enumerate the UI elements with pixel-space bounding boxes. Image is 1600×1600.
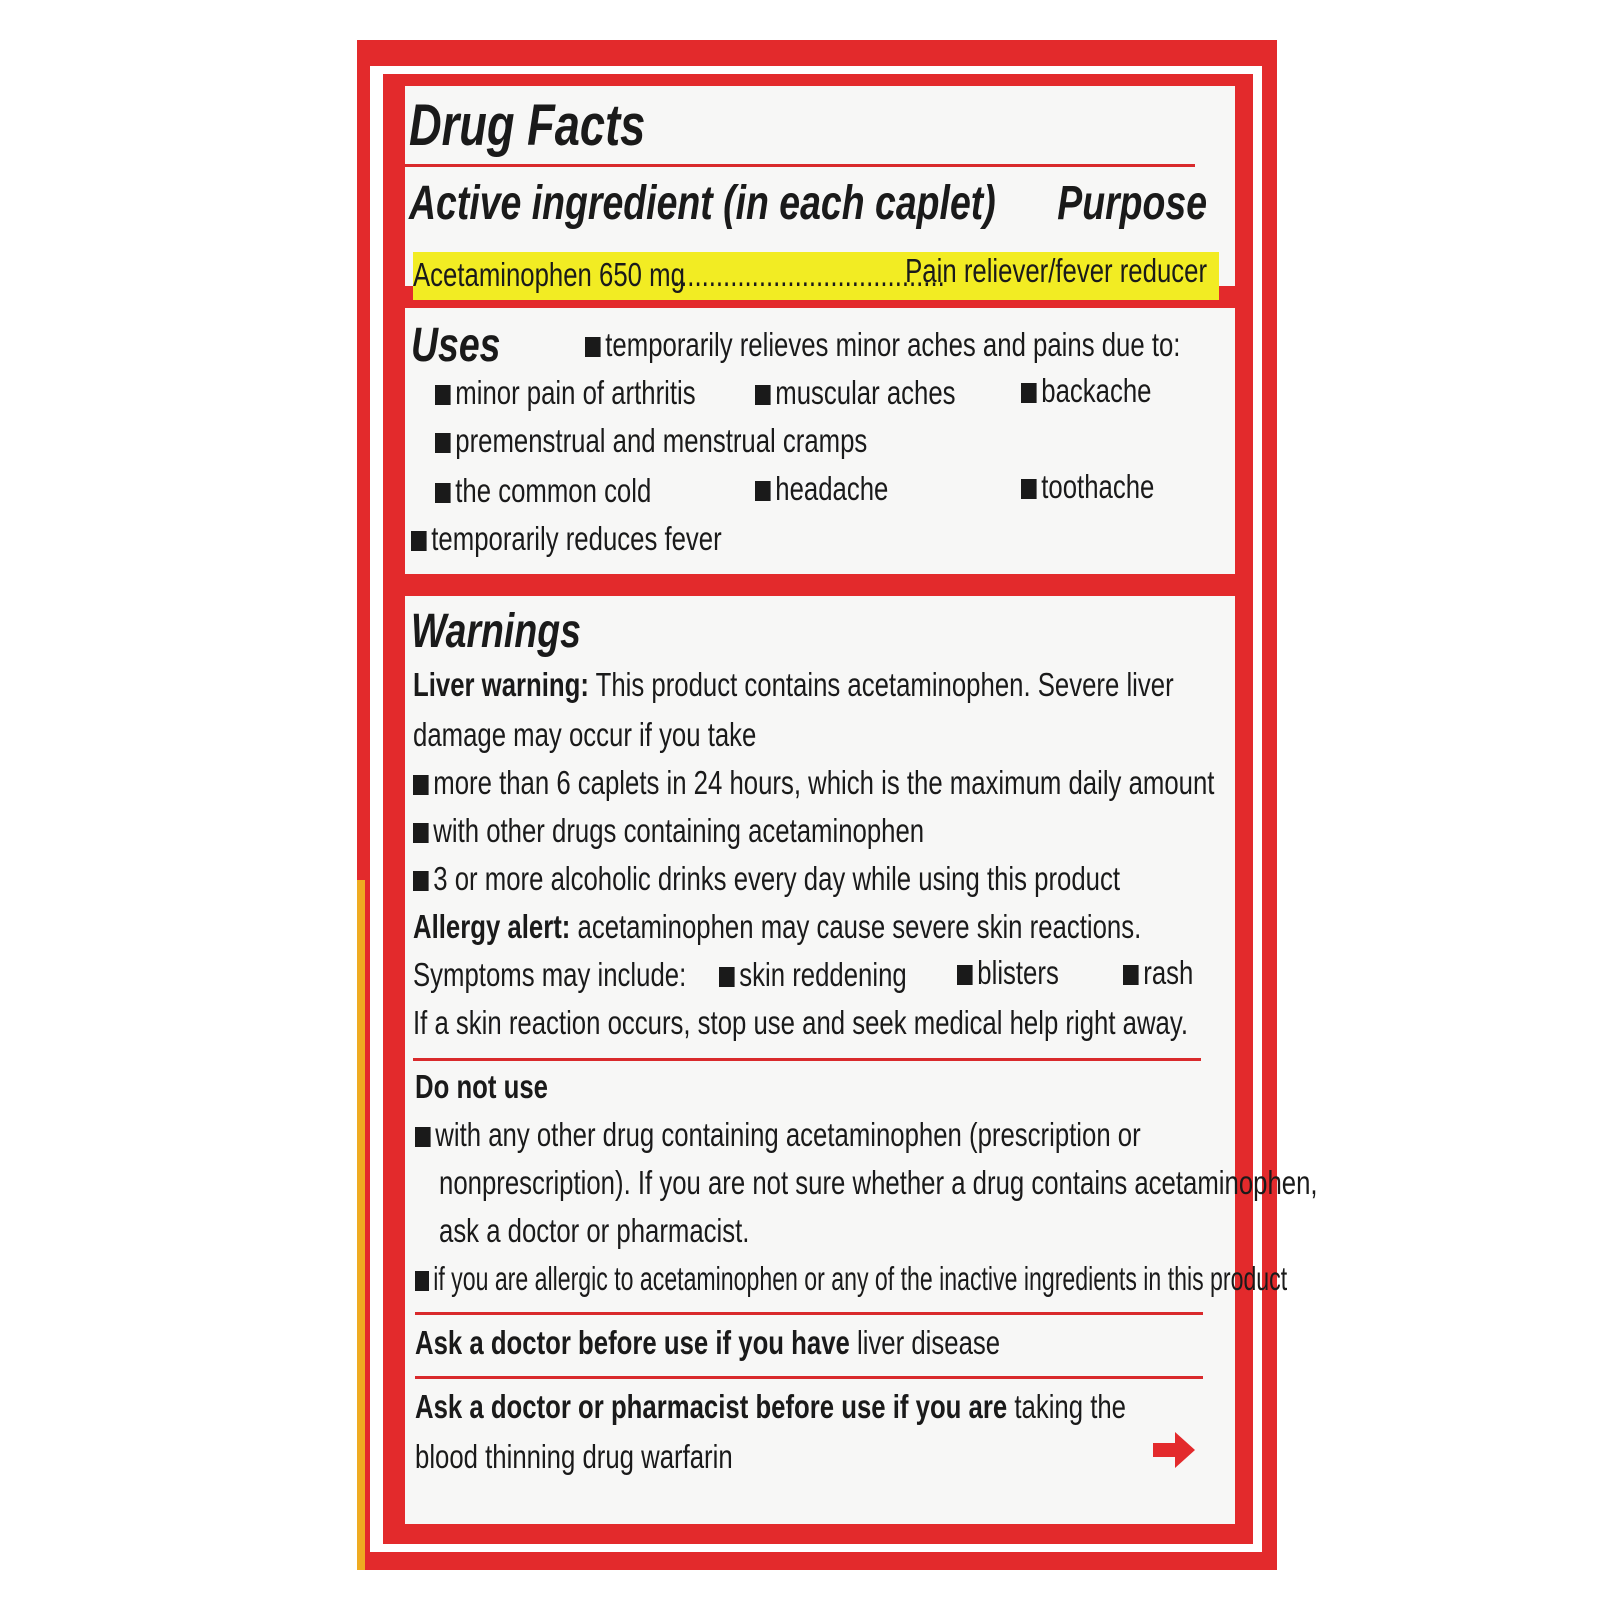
uses-section — [405, 308, 1235, 574]
use-item: toothache — [1021, 468, 1192, 506]
liver-warning: Liver warning: This product contains acetaminophen. Severe liver — [413, 666, 1174, 703]
do-not-use-heading: Do not use — [415, 1068, 548, 1105]
square-bullet-icon — [413, 823, 429, 843]
ask-doctor: Ask a doctor before use if you have liver disease — [415, 1324, 1001, 1361]
allergy-alert: Allergy alert: acetaminophen may cause severe skin reactions. — [413, 908, 1142, 945]
liver-item: more than 6 caplets in 24 hours, which is the maximum daily amount — [413, 764, 1440, 802]
square-bullet-icon — [415, 1127, 431, 1147]
right-arrow-icon — [1153, 1432, 1195, 1468]
symptom-item: skin reddening — [719, 956, 960, 994]
ingredient-name: Acetaminophen 650 mg — [413, 256, 685, 293]
square-bullet-icon — [435, 433, 451, 453]
warnings-section — [405, 596, 1318, 1524]
divider — [415, 1312, 1203, 1315]
ingredient-purpose: Pain reliever/fever reducer — [905, 252, 1207, 289]
package-edge — [357, 880, 365, 1570]
symptom-item: blisters — [957, 954, 1088, 992]
square-bullet-icon — [719, 967, 735, 987]
do-not-use-item: with any other drug containing acetaminophen (prescription or — [415, 1116, 1345, 1154]
square-bullet-icon — [755, 385, 771, 405]
warnings-heading: Warnings — [411, 605, 581, 658]
divider — [415, 1376, 1203, 1379]
purpose-heading: Purpose — [1057, 177, 1207, 230]
ask-pharmacist: Ask a doctor or pharmacist before use if you are taking the — [415, 1388, 1126, 1425]
symptom-item: rash — [1123, 954, 1213, 992]
divider — [405, 164, 1195, 167]
use-item: backache — [1021, 372, 1188, 410]
divider — [413, 1058, 1201, 1061]
ingredient-dots: ...................................... — [673, 256, 945, 293]
do-not-use-item: if you are allergic to acetaminophen or any of the inactive ingredients in this product — [415, 1260, 1600, 1298]
active-ingredient-section — [405, 86, 1235, 293]
ask-pharmacist-cont: blood thinning drug warfarin — [415, 1438, 733, 1475]
skin-reaction-text: If a skin reaction occurs, stop use and seek medical help right away. — [413, 1004, 1188, 1041]
square-bullet-icon — [1021, 383, 1037, 403]
square-bullet-icon — [585, 337, 601, 357]
do-not-use-item-cont: ask a doctor or pharmacist. — [439, 1212, 750, 1249]
drug-facts-panel — [383, 74, 1318, 1544]
use-item: premenstrual and menstrual cramps — [435, 422, 989, 460]
square-bullet-icon — [413, 775, 429, 795]
uses-fever: temporarily reduces fever — [411, 520, 809, 558]
use-item: muscular aches — [755, 374, 1012, 412]
liver-item: with other drugs containing acetaminophen — [413, 812, 1068, 850]
square-bullet-icon — [435, 483, 451, 503]
symptoms-label: Symptoms may include: — [413, 956, 687, 993]
use-item: the common cold — [435, 472, 712, 510]
square-bullet-icon — [411, 531, 427, 551]
square-bullet-icon — [1123, 965, 1139, 985]
square-bullet-icon — [415, 1271, 429, 1291]
square-bullet-icon — [1021, 479, 1037, 499]
square-bullet-icon — [755, 481, 771, 501]
liver-item: 3 or more alcoholic drinks every day while using this product — [413, 860, 1319, 898]
square-bullet-icon — [413, 871, 429, 891]
uses-intro: temporarily relieves minor aches and pains due to: — [585, 326, 1348, 364]
do-not-use-item-cont: nonprescription). If you are not sure whether a drug contains acetaminophen, — [439, 1164, 1318, 1201]
use-item: minor pain of arthritis — [435, 374, 769, 412]
use-item: headache — [755, 470, 926, 508]
drug-facts-title: Drug Facts — [409, 93, 646, 158]
square-bullet-icon — [957, 965, 973, 985]
liver-warning-cont: damage may occur if you take — [413, 716, 757, 753]
square-bullet-icon — [435, 385, 451, 405]
active-ingredient-heading: Active ingredient (in each caplet) — [409, 177, 996, 230]
uses-heading: Uses — [411, 319, 501, 372]
